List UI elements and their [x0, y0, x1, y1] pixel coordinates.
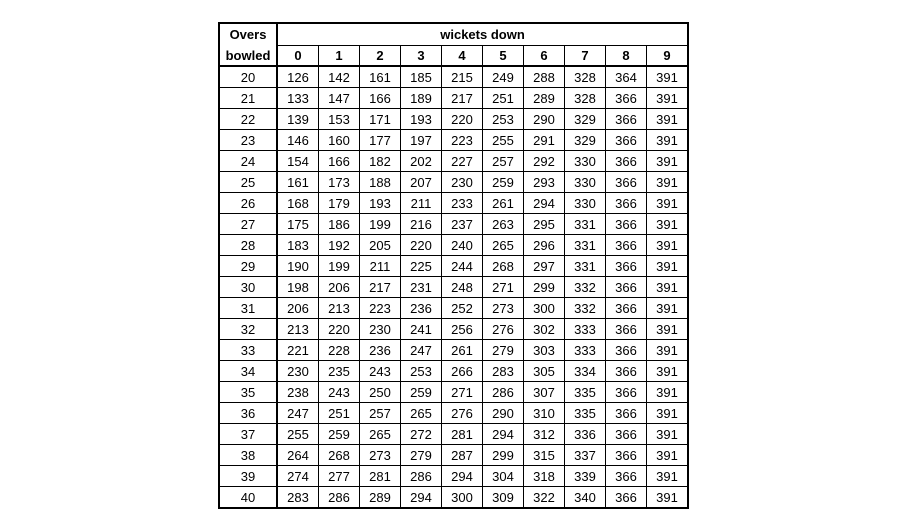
score-cell: 391 — [647, 193, 689, 214]
score-cell: 391 — [647, 256, 689, 277]
score-cell: 202 — [401, 151, 442, 172]
score-cell: 391 — [647, 445, 689, 466]
score-cell: 391 — [647, 88, 689, 109]
score-cell: 391 — [647, 382, 689, 403]
score-cell: 198 — [277, 277, 319, 298]
score-cell: 171 — [360, 109, 401, 130]
overs-cell: 24 — [219, 151, 277, 172]
wicket-column-header: 2 — [360, 46, 401, 67]
table-row — [219, 130, 688, 151]
score-cell: 297 — [524, 256, 565, 277]
score-cell: 183 — [277, 235, 319, 256]
score-cell: 265 — [483, 235, 524, 256]
score-cell: 193 — [360, 193, 401, 214]
score-cell: 199 — [319, 256, 360, 277]
score-cell: 274 — [277, 466, 319, 487]
score-cell: 288 — [524, 66, 565, 88]
wicket-column-header: 1 — [319, 46, 360, 67]
score-cell: 366 — [606, 235, 647, 256]
table-row — [219, 66, 688, 88]
score-cell: 366 — [606, 382, 647, 403]
score-cell: 253 — [483, 109, 524, 130]
table-row — [219, 214, 688, 235]
table-row — [219, 361, 688, 382]
score-cell: 228 — [319, 340, 360, 361]
score-cell: 139 — [277, 109, 319, 130]
score-cell: 255 — [277, 424, 319, 445]
score-cell: 309 — [483, 487, 524, 509]
score-cell: 238 — [277, 382, 319, 403]
score-cell: 391 — [647, 319, 689, 340]
score-cell: 300 — [442, 487, 483, 509]
wickets-down-header: wickets down — [277, 23, 688, 46]
score-cell: 230 — [277, 361, 319, 382]
score-cell: 271 — [483, 277, 524, 298]
score-cell: 276 — [442, 403, 483, 424]
score-cell: 230 — [360, 319, 401, 340]
score-cell: 243 — [319, 382, 360, 403]
score-cell: 391 — [647, 151, 689, 172]
score-cell: 190 — [277, 256, 319, 277]
score-cell: 302 — [524, 319, 565, 340]
score-cell: 391 — [647, 361, 689, 382]
table-row — [219, 382, 688, 403]
overs-cell: 29 — [219, 256, 277, 277]
score-cell: 283 — [483, 361, 524, 382]
score-cell: 330 — [565, 193, 606, 214]
score-cell: 247 — [401, 340, 442, 361]
score-cell: 299 — [524, 277, 565, 298]
overs-cell: 35 — [219, 382, 277, 403]
score-cell: 248 — [442, 277, 483, 298]
score-cell: 211 — [360, 256, 401, 277]
score-cell: 266 — [442, 361, 483, 382]
score-cell: 188 — [360, 172, 401, 193]
score-cell: 182 — [360, 151, 401, 172]
score-cell: 213 — [277, 319, 319, 340]
score-cell: 391 — [647, 172, 689, 193]
score-cell: 257 — [483, 151, 524, 172]
score-cell: 294 — [401, 487, 442, 509]
score-cell: 253 — [401, 361, 442, 382]
score-cell: 217 — [442, 88, 483, 109]
wicket-column-header: 5 — [483, 46, 524, 67]
score-cell: 391 — [647, 424, 689, 445]
table-row — [219, 487, 688, 509]
score-cell: 154 — [277, 151, 319, 172]
score-cell: 142 — [319, 66, 360, 88]
score-cell: 283 — [277, 487, 319, 509]
score-cell: 241 — [401, 319, 442, 340]
score-cell: 189 — [401, 88, 442, 109]
score-cell: 185 — [401, 66, 442, 88]
score-cell: 296 — [524, 235, 565, 256]
score-cell: 366 — [606, 109, 647, 130]
score-cell: 286 — [483, 382, 524, 403]
score-cell: 329 — [565, 109, 606, 130]
score-cell: 273 — [483, 298, 524, 319]
table-row — [219, 445, 688, 466]
table-row — [219, 298, 688, 319]
table-body — [219, 66, 688, 508]
score-cell: 268 — [483, 256, 524, 277]
score-cell: 255 — [483, 130, 524, 151]
wicket-column-header: 8 — [606, 46, 647, 67]
wicket-column-header: 9 — [647, 46, 689, 67]
score-cell: 199 — [360, 214, 401, 235]
score-cell: 268 — [319, 445, 360, 466]
overs-cell: 22 — [219, 109, 277, 130]
overs-cell: 27 — [219, 214, 277, 235]
score-cell: 220 — [442, 109, 483, 130]
score-cell: 366 — [606, 256, 647, 277]
score-cell: 366 — [606, 445, 647, 466]
overs-header-line1: Overs — [219, 23, 277, 46]
score-cell: 227 — [442, 151, 483, 172]
score-cell: 322 — [524, 487, 565, 509]
score-cell: 259 — [483, 172, 524, 193]
score-cell: 391 — [647, 298, 689, 319]
score-cell: 243 — [360, 361, 401, 382]
score-cell: 259 — [319, 424, 360, 445]
table-row — [219, 466, 688, 487]
score-cell: 310 — [524, 403, 565, 424]
score-cell: 259 — [401, 382, 442, 403]
table-row — [219, 340, 688, 361]
score-cell: 186 — [319, 214, 360, 235]
score-cell: 287 — [442, 445, 483, 466]
score-cell: 333 — [565, 319, 606, 340]
score-cell: 192 — [319, 235, 360, 256]
score-cell: 264 — [277, 445, 319, 466]
overs-cell: 34 — [219, 361, 277, 382]
score-cell: 330 — [565, 172, 606, 193]
score-cell: 272 — [401, 424, 442, 445]
table-row — [219, 172, 688, 193]
score-cell: 252 — [442, 298, 483, 319]
score-cell: 223 — [360, 298, 401, 319]
score-cell: 230 — [442, 172, 483, 193]
score-cell: 391 — [647, 487, 689, 509]
score-cell: 179 — [319, 193, 360, 214]
score-cell: 215 — [442, 66, 483, 88]
score-cell: 291 — [524, 130, 565, 151]
score-cell: 328 — [565, 88, 606, 109]
score-cell: 293 — [524, 172, 565, 193]
score-cell: 295 — [524, 214, 565, 235]
score-cell: 335 — [565, 382, 606, 403]
score-cell: 173 — [319, 172, 360, 193]
table-header — [219, 23, 688, 66]
score-cell: 339 — [565, 466, 606, 487]
score-cell: 265 — [401, 403, 442, 424]
score-cell: 318 — [524, 466, 565, 487]
overs-cell: 25 — [219, 172, 277, 193]
table-row — [219, 109, 688, 130]
score-cell: 294 — [442, 466, 483, 487]
overs-cell: 31 — [219, 298, 277, 319]
score-cell: 391 — [647, 214, 689, 235]
score-cell: 332 — [565, 277, 606, 298]
score-cell: 331 — [565, 214, 606, 235]
score-cell: 279 — [401, 445, 442, 466]
score-cell: 193 — [401, 109, 442, 130]
score-cell: 294 — [483, 424, 524, 445]
table-row — [219, 235, 688, 256]
score-cell: 336 — [565, 424, 606, 445]
wicket-column-header: 4 — [442, 46, 483, 67]
score-cell: 146 — [277, 130, 319, 151]
score-cell: 303 — [524, 340, 565, 361]
score-cell: 292 — [524, 151, 565, 172]
overs-cell: 23 — [219, 130, 277, 151]
score-cell: 197 — [401, 130, 442, 151]
score-cell: 220 — [319, 319, 360, 340]
score-cell: 300 — [524, 298, 565, 319]
overs-cell: 37 — [219, 424, 277, 445]
score-cell: 333 — [565, 340, 606, 361]
score-cell: 175 — [277, 214, 319, 235]
score-cell: 166 — [360, 88, 401, 109]
score-cell: 366 — [606, 340, 647, 361]
overs-cell: 26 — [219, 193, 277, 214]
score-cell: 225 — [401, 256, 442, 277]
score-cell: 249 — [483, 66, 524, 88]
score-cell: 290 — [524, 109, 565, 130]
score-cell: 235 — [319, 361, 360, 382]
score-cell: 177 — [360, 130, 401, 151]
score-cell: 312 — [524, 424, 565, 445]
score-cell: 213 — [319, 298, 360, 319]
score-cell: 220 — [401, 235, 442, 256]
score-cell: 366 — [606, 319, 647, 340]
score-cell: 330 — [565, 151, 606, 172]
score-cell: 251 — [483, 88, 524, 109]
score-cell: 299 — [483, 445, 524, 466]
overs-cell: 21 — [219, 88, 277, 109]
score-cell: 263 — [483, 214, 524, 235]
score-cell: 366 — [606, 487, 647, 509]
score-cell: 286 — [401, 466, 442, 487]
table-row — [219, 193, 688, 214]
table-row — [219, 151, 688, 172]
score-cell: 211 — [401, 193, 442, 214]
table-row — [219, 319, 688, 340]
score-cell: 366 — [606, 214, 647, 235]
score-cell: 153 — [319, 109, 360, 130]
score-cell: 366 — [606, 193, 647, 214]
score-cell: 244 — [442, 256, 483, 277]
score-cell: 281 — [442, 424, 483, 445]
score-cell: 304 — [483, 466, 524, 487]
score-cell: 290 — [483, 403, 524, 424]
score-cell: 161 — [360, 66, 401, 88]
score-cell: 391 — [647, 466, 689, 487]
score-cell: 329 — [565, 130, 606, 151]
score-cell: 294 — [524, 193, 565, 214]
score-cell: 206 — [277, 298, 319, 319]
score-cell: 334 — [565, 361, 606, 382]
overs-cell: 32 — [219, 319, 277, 340]
score-cell: 216 — [401, 214, 442, 235]
wicket-column-header: 6 — [524, 46, 565, 67]
score-cell: 286 — [319, 487, 360, 509]
score-cell: 391 — [647, 66, 689, 88]
score-cell: 236 — [360, 340, 401, 361]
table-row — [219, 277, 688, 298]
overs-cell: 28 — [219, 235, 277, 256]
score-cell: 251 — [319, 403, 360, 424]
score-cell: 337 — [565, 445, 606, 466]
score-cell: 237 — [442, 214, 483, 235]
score-cell: 366 — [606, 466, 647, 487]
overs-cell: 30 — [219, 277, 277, 298]
score-cell: 391 — [647, 403, 689, 424]
score-cell: 240 — [442, 235, 483, 256]
score-cell: 221 — [277, 340, 319, 361]
score-cell: 328 — [565, 66, 606, 88]
wicket-column-header: 0 — [277, 46, 319, 67]
score-cell: 126 — [277, 66, 319, 88]
score-cell: 331 — [565, 235, 606, 256]
score-cell: 223 — [442, 130, 483, 151]
score-cell: 366 — [606, 130, 647, 151]
score-cell: 366 — [606, 172, 647, 193]
score-cell: 364 — [606, 66, 647, 88]
table-row — [219, 424, 688, 445]
score-cell: 366 — [606, 88, 647, 109]
score-cell: 315 — [524, 445, 565, 466]
score-cell: 257 — [360, 403, 401, 424]
score-cell: 340 — [565, 487, 606, 509]
score-cell: 205 — [360, 235, 401, 256]
score-cell: 250 — [360, 382, 401, 403]
score-cell: 366 — [606, 424, 647, 445]
score-cell: 133 — [277, 88, 319, 109]
score-cell: 277 — [319, 466, 360, 487]
score-cell: 289 — [360, 487, 401, 509]
overs-cell: 40 — [219, 487, 277, 509]
overs-cell: 38 — [219, 445, 277, 466]
score-cell: 366 — [606, 298, 647, 319]
score-cell: 247 — [277, 403, 319, 424]
score-cell: 305 — [524, 361, 565, 382]
score-cell: 261 — [442, 340, 483, 361]
score-cell: 279 — [483, 340, 524, 361]
score-cell: 281 — [360, 466, 401, 487]
score-cell: 273 — [360, 445, 401, 466]
score-cell: 366 — [606, 277, 647, 298]
score-cell: 391 — [647, 130, 689, 151]
score-cell: 160 — [319, 130, 360, 151]
score-cell: 307 — [524, 382, 565, 403]
table-row — [219, 256, 688, 277]
overs-cell: 39 — [219, 466, 277, 487]
score-cell: 231 — [401, 277, 442, 298]
wicket-column-header: 7 — [565, 46, 606, 67]
table-row — [219, 88, 688, 109]
overs-cell: 33 — [219, 340, 277, 361]
wicket-column-header: 3 — [401, 46, 442, 67]
overs-header-line2: bowled — [219, 46, 277, 67]
score-cell: 391 — [647, 235, 689, 256]
score-cell: 265 — [360, 424, 401, 445]
score-cell: 331 — [565, 256, 606, 277]
overs-cell: 36 — [219, 403, 277, 424]
score-cell: 207 — [401, 172, 442, 193]
score-cell: 166 — [319, 151, 360, 172]
score-cell: 161 — [277, 172, 319, 193]
score-cell: 332 — [565, 298, 606, 319]
overs-cell: 20 — [219, 66, 277, 88]
score-cell: 391 — [647, 277, 689, 298]
score-cell: 366 — [606, 361, 647, 382]
score-cell: 391 — [647, 109, 689, 130]
score-cell: 289 — [524, 88, 565, 109]
score-cell: 335 — [565, 403, 606, 424]
score-cell: 256 — [442, 319, 483, 340]
score-cell: 233 — [442, 193, 483, 214]
score-cell: 366 — [606, 151, 647, 172]
table-row — [219, 403, 688, 424]
score-cell: 271 — [442, 382, 483, 403]
par-score-table — [218, 22, 689, 509]
score-cell: 206 — [319, 277, 360, 298]
score-cell: 217 — [360, 277, 401, 298]
score-cell: 276 — [483, 319, 524, 340]
score-cell: 168 — [277, 193, 319, 214]
score-cell: 147 — [319, 88, 360, 109]
score-cell: 366 — [606, 403, 647, 424]
score-cell: 261 — [483, 193, 524, 214]
score-cell: 236 — [401, 298, 442, 319]
score-cell: 391 — [647, 340, 689, 361]
